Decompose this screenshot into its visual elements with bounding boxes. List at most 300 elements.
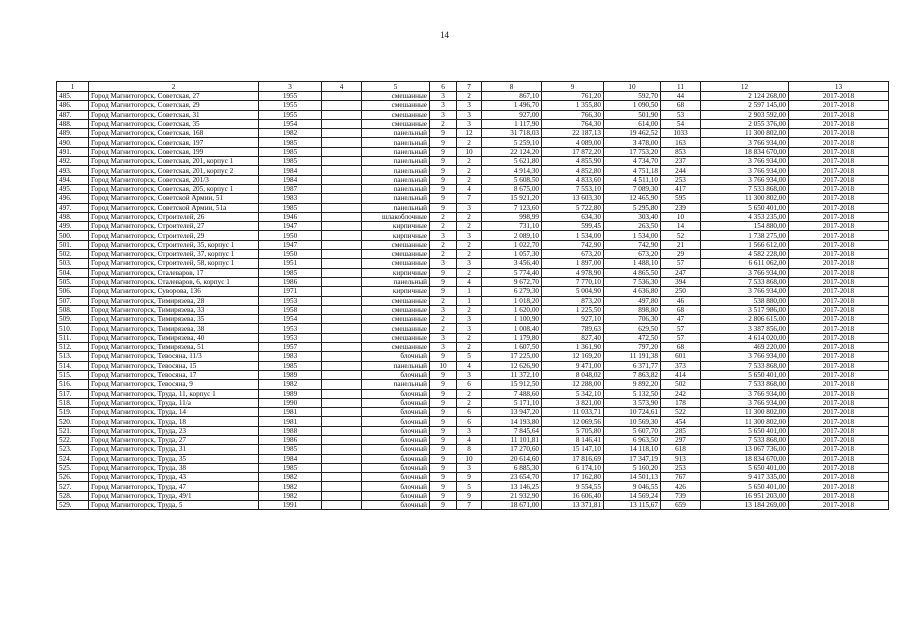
table-cell: 1 488,10 xyxy=(604,259,661,268)
table-cell: 501,90 xyxy=(604,110,661,119)
table-cell xyxy=(322,445,362,454)
table-row xyxy=(57,222,889,231)
table-cell: 54 xyxy=(661,119,701,128)
table-cell: Город Магнитогорск, Советская, 197 xyxy=(89,138,259,147)
table-cell: 4 636,80 xyxy=(604,287,661,296)
table-cell: 14 193,80 xyxy=(482,417,542,426)
table-cell: 1982 xyxy=(259,491,322,500)
table-cell: 739 xyxy=(661,491,701,500)
table-row xyxy=(57,435,889,444)
table-cell: 3 456,40 xyxy=(482,259,542,268)
table-cell: 1984 xyxy=(259,454,322,463)
table-cell: 1 897,00 xyxy=(542,259,604,268)
table-cell: 6 885,30 xyxy=(482,463,542,472)
table-cell: Город Магнитогорск, Тевосяна, 9 xyxy=(89,380,259,389)
table-cell: 522 xyxy=(661,408,701,417)
table-cell: 14 118,10 xyxy=(604,445,661,454)
table-cell: 3 766 934,00 xyxy=(701,352,789,361)
table-cell: 1 xyxy=(457,296,482,305)
table-cell: 1991 xyxy=(259,501,322,510)
table-cell: Город Магнитогорск, Тимирязева, 40 xyxy=(89,333,259,342)
table-cell: 495. xyxy=(57,184,89,193)
table-cell: 1953 xyxy=(259,333,322,342)
table-cell: 1985 xyxy=(259,138,322,147)
table-cell: 239 xyxy=(661,203,701,212)
table-cell: 3 xyxy=(430,305,457,314)
table-cell: 2 xyxy=(457,305,482,314)
table-cell: 3 387 856,00 xyxy=(701,324,789,333)
table-cell: 15 912,50 xyxy=(482,380,542,389)
table-cell: блочный xyxy=(362,417,430,426)
table-cell: смешанные xyxy=(362,305,430,314)
table-cell: 4 xyxy=(457,435,482,444)
column-header: 10 xyxy=(604,82,661,92)
table-row xyxy=(57,473,889,482)
table-cell: 502. xyxy=(57,250,89,259)
table-cell: 2 xyxy=(457,222,482,231)
table-row xyxy=(57,380,889,389)
table-cell: 3 766 934,00 xyxy=(701,138,789,147)
table-cell: 1983 xyxy=(259,194,322,203)
table-cell xyxy=(322,92,362,101)
table-row xyxy=(57,157,889,166)
table-row xyxy=(57,287,889,296)
table-cell: 1953 xyxy=(259,324,322,333)
table-cell: блочный xyxy=(362,473,430,482)
table-cell: Город Магнитогорск, Советская, 201, корпус 1 xyxy=(89,157,259,166)
table-cell: 2 xyxy=(457,212,482,221)
table-cell: 2 xyxy=(430,240,457,249)
table-cell: Город Магнитогорск, Труда, 35 xyxy=(89,454,259,463)
table-cell: 44 xyxy=(661,92,701,101)
table-cell: Город Магнитогорск, Советской Армии, 51 xyxy=(89,194,259,203)
table-cell: 9 xyxy=(457,473,482,482)
table-cell: 11 300 802,00 xyxy=(701,408,789,417)
table-cell: 1957 xyxy=(259,343,322,352)
table-cell xyxy=(322,361,362,370)
table-cell: 2 xyxy=(430,119,457,128)
table-cell: 2017-2018 xyxy=(789,138,889,147)
table-cell: Город Магнитогорск, Строителей, 29 xyxy=(89,231,259,240)
table-cell: 7 553,10 xyxy=(542,184,604,193)
table-cell: 1 022,70 xyxy=(482,240,542,249)
table-cell: 1033 xyxy=(661,129,701,138)
table-cell: 764,30 xyxy=(542,119,604,128)
table-cell: 10 xyxy=(430,361,457,370)
table-cell: 3 xyxy=(457,101,482,110)
table-cell: 3 xyxy=(430,110,457,119)
table-cell: 12 626,90 xyxy=(482,361,542,370)
table-cell: 7 533 868,00 xyxy=(701,361,789,370)
table-cell: 250 xyxy=(661,287,701,296)
column-header: 13 xyxy=(789,82,889,92)
table-cell: 1990 xyxy=(259,398,322,407)
table-cell: 1 607,50 xyxy=(482,343,542,352)
table-cell: 516. xyxy=(57,380,89,389)
table-cell: 12 069,56 xyxy=(542,417,604,426)
table-cell xyxy=(322,259,362,268)
table-cell: 2017-2018 xyxy=(789,268,889,277)
table-cell: 9 xyxy=(430,370,457,379)
table-cell: 2 xyxy=(457,333,482,342)
table-row xyxy=(57,110,889,119)
table-cell: 3 766 934,00 xyxy=(701,389,789,398)
table-cell: 1955 xyxy=(259,92,322,101)
table-cell: блочный xyxy=(362,445,430,454)
table-cell: 7 089,30 xyxy=(604,184,661,193)
table-cell: 17 816,69 xyxy=(542,454,604,463)
table-cell: 2017-2018 xyxy=(789,231,889,240)
table-cell: 3 xyxy=(430,259,457,268)
table-cell xyxy=(322,277,362,286)
table-cell: 2 xyxy=(430,212,457,221)
table-cell: 761,20 xyxy=(542,92,604,101)
table-cell xyxy=(322,129,362,138)
table-row xyxy=(57,184,889,193)
table-cell: 2 xyxy=(457,240,482,249)
table-cell: 11 300 802,00 xyxy=(701,417,789,426)
table-cell: 492. xyxy=(57,157,89,166)
page-number: 14 xyxy=(440,30,449,40)
table-cell: смешанные xyxy=(362,324,430,333)
table-cell: 2 806 615,00 xyxy=(701,315,789,324)
table-cell: смешанные xyxy=(362,110,430,119)
table-cell: 927,10 xyxy=(542,315,604,324)
table-cell: 18 671,00 xyxy=(482,501,542,510)
table-cell: Город Магнитогорск, Тимирязева, 51 xyxy=(89,343,259,352)
table-cell: 4 734,70 xyxy=(604,157,661,166)
table-cell: 9 892,20 xyxy=(604,380,661,389)
table-cell: 7 488,60 xyxy=(482,389,542,398)
table-cell: 499. xyxy=(57,222,89,231)
table-cell: 510. xyxy=(57,324,89,333)
table-cell: кирпичные xyxy=(362,268,430,277)
table-cell: 1985 xyxy=(259,463,322,472)
table-cell: 3 xyxy=(457,463,482,472)
table-cell: 595 xyxy=(661,194,701,203)
table-cell: 599,45 xyxy=(542,222,604,231)
table-row xyxy=(57,482,889,491)
table-cell: 5 295,80 xyxy=(604,203,661,212)
table-cell: 3 766 934,00 xyxy=(701,175,789,184)
table-cell: 1 018,20 xyxy=(482,296,542,305)
table-cell: смешанные xyxy=(362,315,430,324)
table-cell: 927,00 xyxy=(482,110,542,119)
table-cell: 2 xyxy=(430,324,457,333)
table-cell: 1953 xyxy=(259,296,322,305)
table-cell: 521. xyxy=(57,426,89,435)
table-row xyxy=(57,166,889,175)
table-cell: Город Магнитогорск, Советской Армии, 51а xyxy=(89,203,259,212)
table-cell xyxy=(322,343,362,352)
table-cell: панельный xyxy=(362,203,430,212)
table-cell: 634,30 xyxy=(542,212,604,221)
table-cell: 706,30 xyxy=(604,315,661,324)
table-cell: 2017-2018 xyxy=(789,184,889,193)
table-cell: 68 xyxy=(661,343,701,352)
table-row xyxy=(57,231,889,240)
table-cell: 1985 xyxy=(259,361,322,370)
table-cell: 1985 xyxy=(259,147,322,156)
table-cell: панельный xyxy=(362,147,430,156)
table-cell: 3 xyxy=(430,231,457,240)
table-cell: 17 270,60 xyxy=(482,445,542,454)
table-cell: Город Магнитогорск, Тимирязева, 33 xyxy=(89,305,259,314)
table-cell: Город Магнитогорск, Суворова, 136 xyxy=(89,287,259,296)
table-cell: 2017-2018 xyxy=(789,203,889,212)
table-cell xyxy=(322,119,362,128)
table-cell: 515. xyxy=(57,370,89,379)
table-cell: панельный xyxy=(362,129,430,138)
table-cell: 2017-2018 xyxy=(789,92,889,101)
table-cell: 2 xyxy=(457,175,482,184)
table-cell: 518. xyxy=(57,398,89,407)
table-cell: 502 xyxy=(661,380,701,389)
table-cell: Город Магнитогорск, Строителей, 58, корпус 1 xyxy=(89,259,259,268)
table-cell: 9 xyxy=(430,352,457,361)
table-cell xyxy=(322,194,362,203)
table-cell: 1 008,40 xyxy=(482,324,542,333)
table-cell: 4 978,90 xyxy=(542,268,604,277)
table-cell: 7 533 868,00 xyxy=(701,277,789,286)
table-cell: 1989 xyxy=(259,389,322,398)
table-cell: 9 xyxy=(430,501,457,510)
table-cell: 497,80 xyxy=(604,296,661,305)
table-cell: 285 xyxy=(661,426,701,435)
table-cell: 5 621,80 xyxy=(482,157,542,166)
table-cell: 3 xyxy=(457,203,482,212)
table-cell: блочный xyxy=(362,426,430,435)
table-cell: 6 371,77 xyxy=(604,361,661,370)
table-cell: Город Магнитогорск, Советская, 201, корпус 2 xyxy=(89,166,259,175)
table-cell: Город Магнитогорск, Труда, 31 xyxy=(89,445,259,454)
table-cell: 538 880,00 xyxy=(701,296,789,305)
table-cell: 2017-2018 xyxy=(789,240,889,249)
table-cell: 3 xyxy=(430,333,457,342)
table-cell: 9 xyxy=(430,129,457,138)
table-cell: 1947 xyxy=(259,240,322,249)
table-cell: Город Магнитогорск, Труда, 5 xyxy=(89,501,259,510)
table-cell: 1982 xyxy=(259,482,322,491)
table-row xyxy=(57,445,889,454)
table-cell: 913 xyxy=(661,454,701,463)
table-cell: 13 184 269,00 xyxy=(701,501,789,510)
table-row xyxy=(57,92,889,101)
table-cell: 9 xyxy=(430,287,457,296)
table-cell: 618 xyxy=(661,445,701,454)
table-cell: 2017-2018 xyxy=(789,380,889,389)
table-cell: 1 117,90 xyxy=(482,119,542,128)
column-header: 1 xyxy=(57,82,89,92)
table-cell: 9 xyxy=(430,417,457,426)
table-cell: 1984 xyxy=(259,175,322,184)
table-cell: 507. xyxy=(57,296,89,305)
table-row xyxy=(57,119,889,128)
table-cell xyxy=(322,408,362,417)
table-cell: 9 xyxy=(430,445,457,454)
table-cell: 10 724,61 xyxy=(604,408,661,417)
table-cell: 2 xyxy=(457,92,482,101)
table-cell: 1981 xyxy=(259,417,322,426)
table-row xyxy=(57,389,889,398)
table-cell: 1 225,50 xyxy=(542,305,604,314)
table-cell: 57 xyxy=(661,333,701,342)
table-cell: 1 361,90 xyxy=(542,343,604,352)
table-cell: 493. xyxy=(57,166,89,175)
table-cell: 731,10 xyxy=(482,222,542,231)
table-cell xyxy=(322,101,362,110)
table-cell xyxy=(322,268,362,277)
table-cell: 2017-2018 xyxy=(789,343,889,352)
table-cell: блочный xyxy=(362,408,430,417)
table-cell: 9 xyxy=(430,491,457,500)
header-row xyxy=(57,82,889,92)
table-cell: панельный xyxy=(362,277,430,286)
table-cell: 3 xyxy=(457,119,482,128)
table-cell: блочный xyxy=(362,435,430,444)
table-cell: Город Магнитогорск, Тимирязева, 35 xyxy=(89,315,259,324)
table-cell xyxy=(322,482,362,491)
table-cell: 1985 xyxy=(259,445,322,454)
table-cell: 2017-2018 xyxy=(789,435,889,444)
table-row xyxy=(57,352,889,361)
table-cell: 2 124 268,00 xyxy=(701,92,789,101)
table-cell: 2017-2018 xyxy=(789,315,889,324)
table-cell: 13 067 736,00 xyxy=(701,445,789,454)
table-cell: 3 xyxy=(457,426,482,435)
table-cell: 509. xyxy=(57,315,89,324)
table-cell: 373 xyxy=(661,361,701,370)
table-cell: Город Магнитогорск, Советская, 29 xyxy=(89,101,259,110)
table-cell: 508. xyxy=(57,305,89,314)
table-cell: 5 xyxy=(457,482,482,491)
table-cell: 1986 xyxy=(259,435,322,444)
table-cell: блочный xyxy=(362,352,430,361)
table-cell: Город Магнитогорск, Труда, 47 xyxy=(89,482,259,491)
table-cell: 13 371,81 xyxy=(542,501,604,510)
table-cell: 4 xyxy=(457,361,482,370)
table-cell: смешанные xyxy=(362,101,430,110)
table-cell: 9 xyxy=(430,157,457,166)
table-cell: 2017-2018 xyxy=(789,296,889,305)
table-cell: 17 162,80 xyxy=(542,473,604,482)
table-cell: 9 xyxy=(430,147,457,156)
table-cell: 2017-2018 xyxy=(789,157,889,166)
table-cell: 1989 xyxy=(259,370,322,379)
table-cell: 2 xyxy=(430,296,457,305)
table-cell: 9 417 335,00 xyxy=(701,473,789,482)
table-cell: 10 xyxy=(457,147,482,156)
table-cell: Город Магнитогорск, Советская, 199 xyxy=(89,147,259,156)
table-cell: 2017-2018 xyxy=(789,212,889,221)
table-cell: 9 xyxy=(430,175,457,184)
table-cell: 394 xyxy=(661,277,701,286)
table-cell: Город Магнитогорск, Советская, 35 xyxy=(89,119,259,128)
table-cell: 5 160,20 xyxy=(604,463,661,472)
table-cell: 2017-2018 xyxy=(789,473,889,482)
table-cell: Город Магнитогорск, Советская, 201/3 xyxy=(89,175,259,184)
table-row xyxy=(57,250,889,259)
table-body xyxy=(57,82,889,510)
table-cell: 9 471,00 xyxy=(542,361,604,370)
table-cell: блочный xyxy=(362,454,430,463)
column-header: 5 xyxy=(362,82,430,92)
table-cell: 17 347,19 xyxy=(604,454,661,463)
table-cell: 6 279,30 xyxy=(482,287,542,296)
table-cell: 68 xyxy=(661,305,701,314)
table-cell: 7 536,30 xyxy=(604,277,661,286)
column-header: 7 xyxy=(457,82,482,92)
table-cell: 4 865,50 xyxy=(604,268,661,277)
table-row xyxy=(57,175,889,184)
table-cell: 1947 xyxy=(259,222,322,231)
table-cell xyxy=(322,231,362,240)
table-cell: 1 496,70 xyxy=(482,101,542,110)
table-cell: 1 738 275,00 xyxy=(701,231,789,240)
table-cell: 4 089,00 xyxy=(542,138,604,147)
table-cell: 1985 xyxy=(259,268,322,277)
table-cell: 2017-2018 xyxy=(789,222,889,231)
table-cell: 6 174,10 xyxy=(542,463,604,472)
table-cell: 3 766 934,00 xyxy=(701,398,789,407)
table-cell: 2017-2018 xyxy=(789,259,889,268)
table-cell: 4 852,80 xyxy=(542,166,604,175)
table-cell: 5 650 401,00 xyxy=(701,463,789,472)
table-cell: 2017-2018 xyxy=(789,110,889,119)
table-row xyxy=(57,324,889,333)
table-cell: 2 597 145,00 xyxy=(701,101,789,110)
table-cell: 998,99 xyxy=(482,212,542,221)
table-cell: Город Магнитогорск, Труда, 11/а xyxy=(89,398,259,407)
table-row xyxy=(57,296,889,305)
table-cell: 3 xyxy=(457,324,482,333)
table-cell xyxy=(322,184,362,193)
table-cell: 592,70 xyxy=(604,92,661,101)
table-cell: Город Магнитогорск, Труда, 11, корпус 1 xyxy=(89,389,259,398)
column-header: 4 xyxy=(322,82,362,92)
table-cell: блочный xyxy=(362,482,430,491)
table-cell: 526. xyxy=(57,473,89,482)
table-row xyxy=(57,343,889,352)
table-cell: 529. xyxy=(57,501,89,510)
table-cell: 8 048,02 xyxy=(542,370,604,379)
table-cell xyxy=(322,454,362,463)
table-cell: 9 046,55 xyxy=(604,482,661,491)
table-cell: 1 355,80 xyxy=(542,101,604,110)
table-cell: Город Магнитогорск, Сталеваров, 17 xyxy=(89,268,259,277)
table-cell: 29 xyxy=(661,250,701,259)
table-cell: 53 xyxy=(661,110,701,119)
table-cell: 414 xyxy=(661,370,701,379)
table-cell: 873,20 xyxy=(542,296,604,305)
table-cell: кирпичные xyxy=(362,222,430,231)
table-cell: блочный xyxy=(362,463,430,472)
table-cell: 21 932,90 xyxy=(482,491,542,500)
table-cell: 2 xyxy=(457,343,482,352)
table-cell: 528. xyxy=(57,491,89,500)
table-cell: 4 582 228,00 xyxy=(701,250,789,259)
table-cell: 3 xyxy=(430,101,457,110)
table-cell: 488. xyxy=(57,119,89,128)
table-cell: 497. xyxy=(57,203,89,212)
table-cell xyxy=(322,501,362,510)
table-cell: 7 533 868,00 xyxy=(701,380,789,389)
table-row xyxy=(57,147,889,156)
table-cell: 9 xyxy=(430,454,457,463)
table-cell: 9 xyxy=(430,268,457,277)
table-cell: 505. xyxy=(57,277,89,286)
table-row xyxy=(57,501,889,510)
